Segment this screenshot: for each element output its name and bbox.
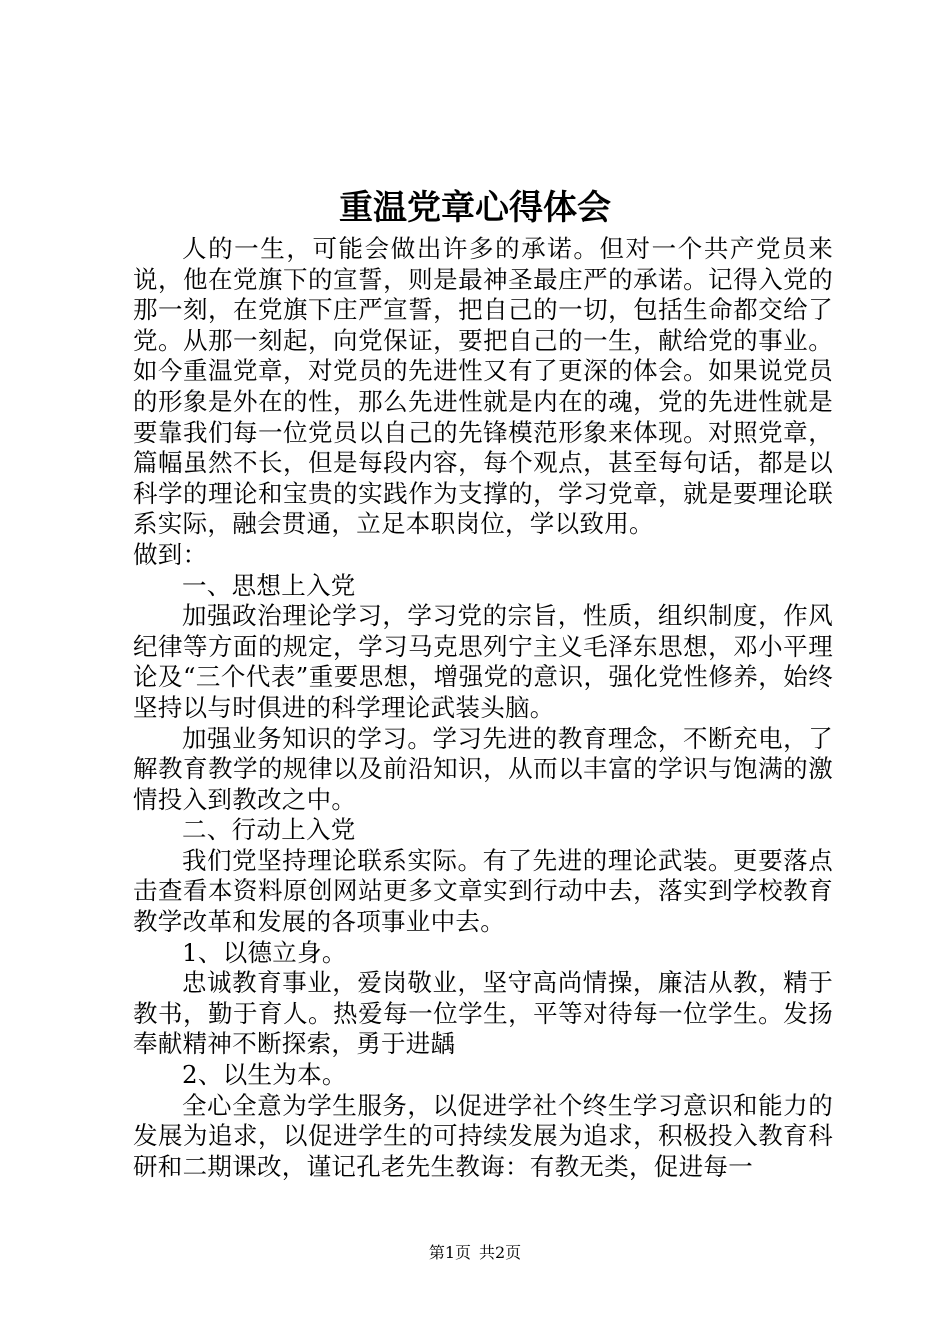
page-number: 第1页 xyxy=(428,1243,471,1262)
document-title: 重温党章心得体会 xyxy=(339,188,611,228)
section-heading: 一、思想上入党 xyxy=(182,570,356,600)
paragraph: 人的一生，可能会做出许多的承诺。但对一个共产党员来说，他在党旗下的宣誓，则是最神圣最庄严的承诺。记得入党的那一刻，在党旗下庄严宣誓，把自己的一切，包括生命都交给了党。从那一刻起，向党保证，要把自己的一生，献给党的事业。如今重温党章，对党员的先进性又有了更深的体会。如果说党员的形象是外在的性，那么先进性就是内在的魂，党的先进性就是要靠我们每一位党员以自己的先锋模范形象来体现。对照党章，篇幅虽然不长，但是每段内容，每个观点，甚至每句话，都是以科学的理论和宝贵的实践作为支撑的，学习党章，就是要理论联系实际，融会贯通，立足本职岗位，学以致用。 xyxy=(133,234,833,539)
page-footer xyxy=(0,1242,950,1264)
paragraph: 全心全意为学生服务，以促进学社个终生学习意识和能力的发展为追求，以促进学生的可持续发展为追求，积极投入教育科研和二期课改，谨记孔老先生教诲：有教无类，促进每一 xyxy=(133,1090,833,1181)
total-pages: 共2页 xyxy=(479,1243,522,1262)
paragraph: 加强业务知识的学习。学习先进的教育理念，不断充电，了解教育教学的规律以及前沿知识，从而以丰富的学识与饱满的激情投入到教改之中。 xyxy=(133,723,833,814)
paragraph: 我们党坚持理论联系实际。有了先进的理论武装。更要落点击查看本资料原创网站更多文章实到行动中去，落实到学校教育教学改革和发展的各项事业中去。 xyxy=(133,845,833,937)
document-body xyxy=(133,234,833,1182)
subsection-heading: 2、以生为本。 xyxy=(182,1060,347,1090)
subsection-heading: 1、以德立身。 xyxy=(182,937,347,967)
paragraph: 忠诚教育事业，爱岗敬业，坚守高尚情操，廉洁从教，精于教书，勤于育人。热爱每一位学生，平等对待每一位学生。发扬奉献精神不断探索，勇于进龋 xyxy=(133,968,833,1059)
paragraph: 做到： xyxy=(133,539,208,569)
paragraph: 加强政治理论学习，学习党的宗旨，性质，组织制度，作风纪律等方面的规定，学习马克思列宁主义毛泽东思想，邓小平理论及“三个代表”重要思想，增强党的意识，强化党性修养，始终坚持以与时俱进的科学理论武装头脑。 xyxy=(133,601,833,722)
section-heading: 二、行动上入党 xyxy=(182,815,356,845)
